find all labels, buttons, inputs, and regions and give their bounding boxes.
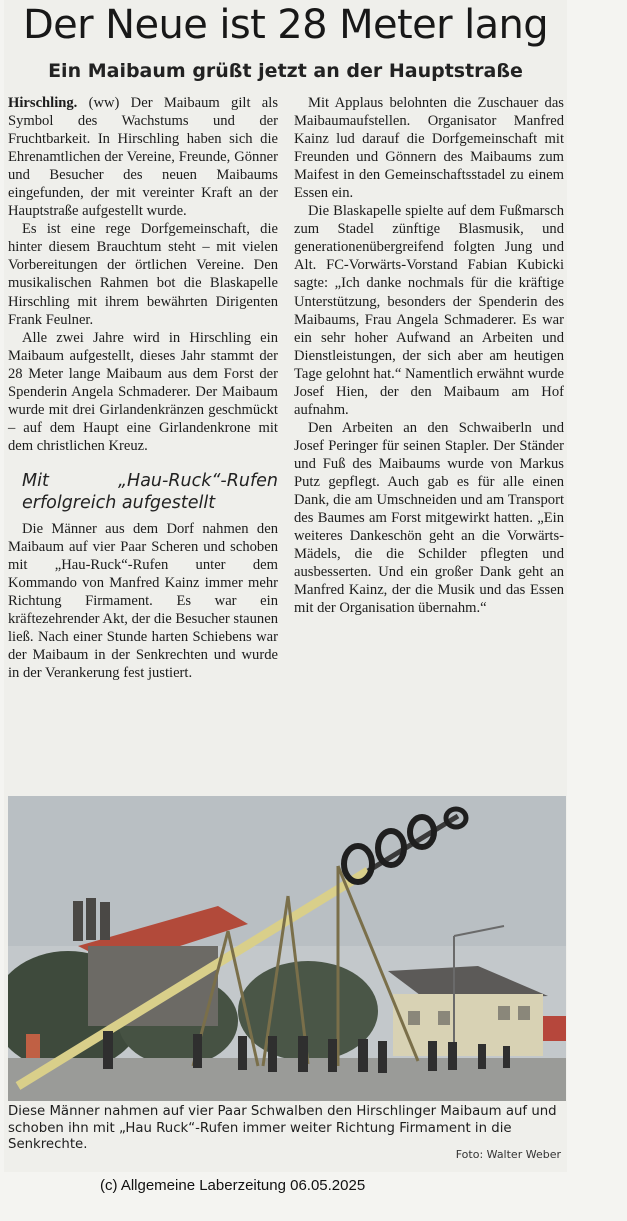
article-subheadline: Ein Maibaum grüßt jetzt an der Hauptstraße (48, 60, 523, 82)
article-subhead: Mit „Hau-Ruck“-Rufen erfolgreich aufgestellt (22, 470, 278, 513)
article-paragraph-5: Mit Applaus belohnten die Zuschauer das Maibaumaufstellen. Organisator Manfred Kainz lud darauf die Dorfgemeinschaft mit Freunden und Gönnern des Maibaums zum Maifest in den Gemeinschaftsstadel zu einem Essen ein. (294, 95, 564, 202)
article-paragraph-2: Es ist eine rege Dorfgemeinschaft, die hinter diesem Brauchtum steht – mit vielen Vorbereitungen der örtlichen Vereine. Den musikalischen Rahmen bot die Blaskapelle Hirschling mit ihrem bewährten Dirigenten Frank Feulner. (8, 221, 278, 328)
article-intro-text: (ww) Der Maibaum gilt als Symbol des Wachstums und der Fruchtbarkeit. In Hirschling haben sich die Ehrenamtlichen der Vereine, Freunde, Gönner und Besucher des neuen Maibaums eingefunden, der mit vereinter Kraft an der Hauptstraße aufgestellt wurde. (8, 95, 278, 220)
article-intro-paragraph (8, 94, 278, 220)
maibaum-photo (8, 796, 566, 1101)
newspaper-clipping (4, 0, 567, 1172)
article-column-left (8, 94, 278, 682)
copyright-notice: (c) Allgemeine Laberzeitung 06.05.2025 (100, 1177, 366, 1194)
article-location: Hirschling. (8, 95, 78, 111)
article-column-right (294, 94, 564, 617)
article-paragraph-6: Die Blaskapelle spielte auf dem Fußmarsch zum Stadel zünftige Blasmusik, und generationenübergreifend folgten Jung und Alt. FC-Vorwärts-Vorstand Fabian Kubicki sagte: „Ich danke nochmals für die kräftige Unterstützung, besonders der Spenderin des Maibaums, Frau Angela Schmaderer. Es war ein sehr hoher Aufwand an Arbeiten und Dienstleistungen, der sich aber am heutigen Tage gelohnt hat.“ Namentlich erwähnt wurde Josef Hien, der den Maibaum am Hof aufnahm. (294, 203, 564, 418)
photo-caption: Diese Männer nahmen auf vier Paar Schwalben den Hirschlinger Maibaum auf und schoben ihn mit „Hau Ruck“-Rufen immer weiter Richtung Firmament in die Senkrechte. (8, 1104, 557, 1152)
photo-credit: Foto: Walter Weber (455, 1148, 561, 1161)
article-paragraph-4: Die Männer aus dem Dorf nahmen den Maibaum auf vier Paar Scheren und schoben mit „Hau-Ruck“-Rufen unter dem Kommando von Manfred Kainz immer mehr Richtung Firmament. Es war ein kräftezehrender Akt, der die Besucher staunen ließ. Nach einer Stunde harten Schiebens war der Maibaum in der Senkrechten und wurde in der Verankerung fest justiert. (8, 520, 278, 682)
article-headline: Der Neue ist 28 Meter lang (22, 2, 549, 48)
article-paragraph-3: Alle zwei Jahre wird in Hirschling ein Maibaum aufgestellt, dieses Jahr stammt der 28 Meter lange Maibaum aus dem Forst der Spenderin Angela Schmaderer. Der Maibaum wurde mit drei Girlandenkränzen geschmückt – auf dem Haupt eine Girlandenkrone mit dem christlichen Kreuz. (8, 329, 278, 454)
maibaum-photo-illustration (8, 796, 566, 1101)
article-paragraph-7: Den Arbeiten an den Schwaiberln und Josef Peringer für seinen Stapler. Der Ständer und Fuß des Maibaums wurde von Markus Putz gepflegt. Auch gab es für alle einen Dank, die am Umschneiden und am Transport des Baumes am Forst mitgewirkt hatten. „Ein weiteres Dankeschön geht an die Vorwärts-Mädels, die die Schilder pflegten und ausbesserten. Und ein großer Dank geht an Manfred Kainz, der die Musik und das Essen mit der Organisation übernahm.“ (294, 419, 564, 617)
